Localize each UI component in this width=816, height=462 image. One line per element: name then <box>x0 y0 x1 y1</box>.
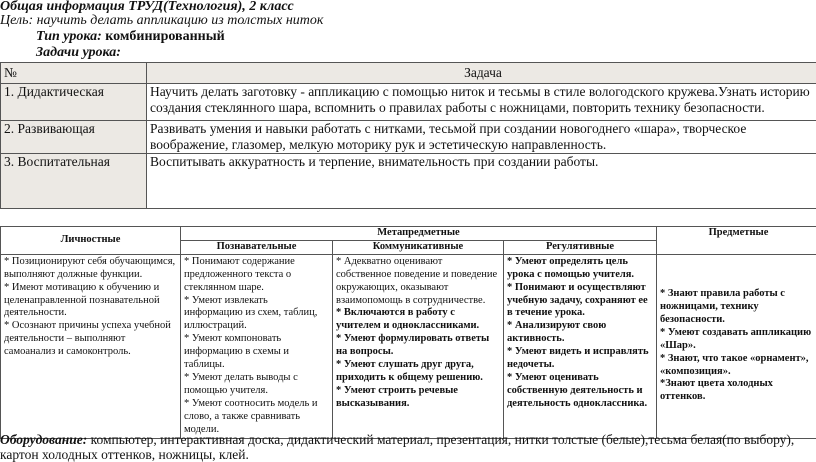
list-item: * Позиционируют себя обучающимся, выполняют должные функции. <box>4 256 177 282</box>
list-item: * Умеют соотносить модель и слово, а также сравнивать модели. <box>184 398 329 437</box>
task-text: Развивать умения и навыки работать с нитками, тесьмой при создании новогоднего «шара», творческое воображение, глазомер, мелкую моторику рук и эстетическую направленность. <box>147 121 816 154</box>
table-row <box>1 121 816 154</box>
task-name: 1. Дидактическая <box>1 84 147 121</box>
communicative-header: Коммуникативные <box>333 240 504 254</box>
list-item: * Умеют извлекать информацию из схем, таблиц, иллюстраций. <box>184 295 329 334</box>
results-header-row <box>1 227 816 241</box>
tasks-title: Задачи урока: <box>36 45 121 61</box>
list-item: * Имеют мотивацию к обучению и целенаправленной познавательной деятельности. <box>4 282 177 321</box>
cognitive-cell <box>181 254 333 438</box>
equipment-label: Оборудование: <box>0 432 87 447</box>
regulatory-header: Регулятивные <box>504 240 657 254</box>
lesson-type-value: комбинированный <box>102 29 225 44</box>
task-text: Научить делать заготовку - аппликацию с помощью ниток и тесьмы в стиле вологодского кружева.Узнать историю создания стеклянного шара, вспомнить о правилах работы с ножницами, повторить технику безопасности. <box>147 84 816 121</box>
list-item: * Умеют делать выводы с помощью учителя. <box>184 372 329 398</box>
results-body-row <box>1 254 816 438</box>
task-name: 3. Воспитательная <box>1 154 147 209</box>
lesson-goal: Цель: научить делать аппликацию из толстых ниток <box>0 13 323 29</box>
lesson-type <box>36 29 225 45</box>
table-row <box>1 84 816 121</box>
table-row <box>1 154 816 209</box>
lesson-type-label: Тип урока: <box>36 29 102 44</box>
list-item: * Умеют видеть и исправлять недочеты. <box>507 346 653 372</box>
list-item: * Умеют слушать друг друга, приходить к общему решению. <box>336 359 500 385</box>
cognitive-header: Познавательные <box>181 240 333 254</box>
col-task-header: Задача <box>147 63 816 84</box>
list-item: * Умеют создавать аппликацию «Шар». <box>660 327 816 353</box>
list-item: * Знают, что такое «орнамент», «композиция». <box>660 353 816 379</box>
list-item: * Осознают причины успеха учебной деятельности – выполняют самоанализ и самоконтроль. <box>4 320 177 359</box>
tasks-table <box>0 62 816 209</box>
list-item: * Умеют определять цель урока с помощью учителя. <box>507 256 653 282</box>
communicative-cell <box>333 254 504 438</box>
results-table <box>0 226 816 439</box>
regulatory-cell <box>504 254 657 438</box>
list-item: * Понимают и осуществляют учебную задачу, сохраняют ее в течение урока. <box>507 282 653 321</box>
equipment <box>0 432 816 462</box>
list-item: *Знают цвета холодных оттенков. <box>660 378 816 404</box>
list-item: * Умеют оценивать собственную деятельность и деятельность одноклассника. <box>507 372 653 411</box>
personal-cell <box>1 254 181 438</box>
list-item: * Умеют строить речевые высказывания. <box>336 385 500 411</box>
equipment-text: компьютер, интерактивная доска, дидактический материал, презентация, нитки толстые (белые),тесьма белая(по выбору), картон холодных оттенков, ножницы, клей. <box>0 432 794 462</box>
task-text: Воспитывать аккуратность и терпение, внимательность при создании работы. <box>147 154 816 209</box>
meta-header: Метапредметные <box>181 227 657 241</box>
list-item: * Умеют формулировать ответы на вопросы. <box>336 333 500 359</box>
list-item: * Адекватно оценивают собственное поведение и поведение окружающих, оказывают взаимопомощь в сотрудничестве. <box>336 256 500 308</box>
subject-cell <box>657 254 816 438</box>
list-item: * Анализируют свою активность. <box>507 320 653 346</box>
task-name: 2. Развивающая <box>1 121 147 154</box>
page-title: Общая информация ТРУД(Технология), 2 класс <box>0 0 294 15</box>
list-item: * Умеют компоновать информацию в схемы и таблицы. <box>184 333 329 372</box>
tasks-header-row <box>1 63 816 84</box>
list-item: * Знают правила работы с ножницами, технику безопасности. <box>660 288 816 327</box>
list-item: * Понимают содержание предложенного текста о стеклянном шаре. <box>184 256 329 295</box>
list-item: * Включаются в работу с учителем и одноклассниками. <box>336 307 500 333</box>
subject-header: Предметные <box>657 227 816 255</box>
col-number-header: № <box>1 63 147 84</box>
personal-header: Личностные <box>1 227 181 255</box>
